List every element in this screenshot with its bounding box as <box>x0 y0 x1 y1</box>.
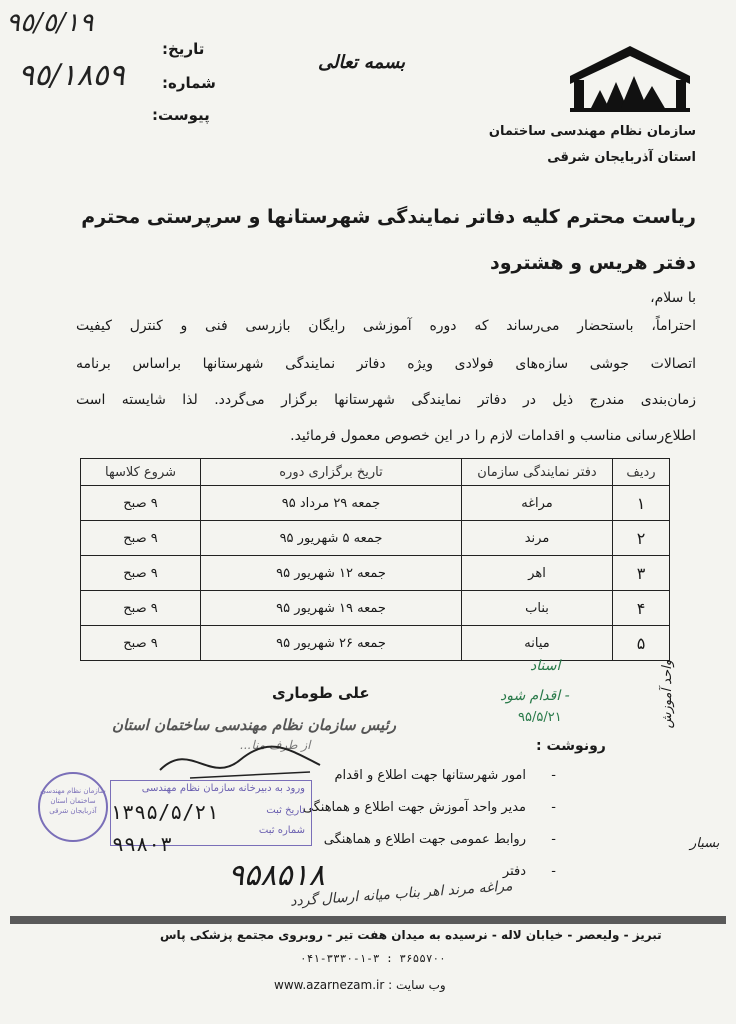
body-line-1: احتراماً، باستحضار می‌رساند که دوره آموزشی رایگان بازرسی فنی و کنترل کیفیت <box>76 318 696 334</box>
body-line-2: اتصالات جوشی سازه‌های فولادی ویژه دفاتر نمایندگی شهرستانها براساس برنامه <box>76 356 696 372</box>
organization-province: استان آذربایجان شرقی <box>547 150 696 165</box>
registration-stamp-title: ورود به دبیرخانه سازمان نظام مهندسی <box>141 783 305 794</box>
time-cell: ۹ صبح <box>81 591 201 626</box>
letter-title-line-2: دفتر هریس و هشترود <box>489 252 696 274</box>
attachment-label: پیوست: <box>152 106 210 124</box>
greeting: با سلام، <box>650 290 696 306</box>
green-annotation-1: اسناد <box>530 658 561 674</box>
cc-dash-2: - <box>551 800 556 815</box>
bismillah-heading: بسمه تعالی <box>318 52 406 73</box>
handwritten-number: ٩٥/١٨٥٩ <box>18 58 125 93</box>
office-cell: اهر <box>462 556 613 591</box>
time-cell: ۹ صبح <box>81 486 201 521</box>
date-cell: جمعه ۵ شهریور ۹۵ <box>201 521 462 556</box>
row-number: ۲ <box>613 521 670 556</box>
handwritten-distribution-note: مراغه مرند اهر بناب میانه ارسال گردد <box>289 878 514 910</box>
date-cell: جمعه ۲۹ مرداد ۹۵ <box>201 486 462 521</box>
header-row-number: ردیف <box>613 459 670 486</box>
signer-title: رئیس سازمان نظام مهندسی ساختمان استان <box>112 716 396 734</box>
header-course-date: تاریخ برگزاری دوره <box>201 459 462 486</box>
time-cell: ۹ صبح <box>81 521 201 556</box>
row-number: ۵ <box>613 626 670 661</box>
cc-label: رونوشت : <box>536 738 606 754</box>
number-label: شماره: <box>162 74 216 92</box>
time-cell: ۹ صبح <box>81 556 201 591</box>
office-cell: مرند <box>462 521 613 556</box>
table-row <box>81 521 670 556</box>
handwritten-date: ٩٥/٥/١٩ <box>6 8 94 38</box>
office-cell: بناب <box>462 591 613 626</box>
table-row <box>81 556 670 591</box>
body-line-3: زمان‌بندی مندرج ذیل در دفاتر نمایندگی شهرستانها برگزار می‌گردد. لذا شایسته است <box>76 392 696 408</box>
footer-phone: ۰۴۱-۳۳۳۰-۱-۳ : ۳۶۵۵۷۰۰ <box>300 952 446 965</box>
footer-website: وب سایت : www.azarnezam.ir <box>274 978 446 992</box>
schedule-table <box>80 458 670 661</box>
date-label: تاریخ: <box>162 40 205 58</box>
green-annotation-2: - اقدام شود <box>500 688 570 704</box>
side-margin-note-2: بسیار <box>690 836 720 851</box>
registration-seal: سازمان نظام مهندسی ساختمان استان آذربایجان شرقی <box>38 772 108 842</box>
cc-dash-1: - <box>551 768 556 783</box>
table-row <box>81 591 670 626</box>
registration-number-label: شماره ثبت <box>258 825 305 836</box>
cc-item-2: مدیر واحد آموزش جهت اطلاع و هماهنگی <box>302 800 526 815</box>
body-line-4: اطلاع‌رسانی مناسب و اقدامات لازم را در این خصوص معمول فرمائید. <box>290 428 696 444</box>
building-logo-icon <box>560 36 700 116</box>
cc-dash-4: - <box>551 864 556 879</box>
cc-item-4: دفتر <box>502 864 526 879</box>
bottom-handwriting: ۹۵۸۵۱۸ <box>228 858 325 893</box>
registration-date-label: تاریخ ثبت <box>266 805 305 816</box>
footer-address: تبریز - ولیعصر - خیابان لاله - نرسیده به میدان هفت تیر - روبروی مجتمع پزشکی پاس <box>160 928 662 942</box>
letter-title-line-1: ریاست محترم کلیه دفاتر نمایندگی شهرستانها و سرپرستی محترم <box>81 206 696 228</box>
cc-dash-3: - <box>551 832 556 847</box>
date-cell: جمعه ۱۲ شهریور ۹۵ <box>201 556 462 591</box>
cc-item-1: امور شهرستانها جهت اطلاع و اقدام <box>334 768 526 783</box>
footer-divider <box>10 916 726 924</box>
signer-name: علی طوماری <box>272 684 370 702</box>
date-cell: جمعه ۱۹ شهریور ۹۵ <box>201 591 462 626</box>
row-number: ۳ <box>613 556 670 591</box>
side-margin-note: واحد آموزش <box>660 660 675 729</box>
registration-handwritten-number: ۹۹۸۰۳ <box>112 832 173 856</box>
green-annotation-date: ۹۵/۵/۲۱ <box>518 710 562 725</box>
organization-name: سازمان نظام مهندسی ساختمان <box>488 124 696 139</box>
time-cell: ۹ صبح <box>81 626 201 661</box>
organization-logo <box>560 36 700 116</box>
office-cell: میانه <box>462 626 613 661</box>
office-cell: مراغه <box>462 486 613 521</box>
row-number: ۱ <box>613 486 670 521</box>
signer-stamp: از طرف منا... <box>240 738 311 752</box>
table-row <box>81 486 670 521</box>
row-number: ۴ <box>613 591 670 626</box>
cc-item-3: روابط عمومی جهت اطلاع و هماهنگی <box>323 832 526 847</box>
table-header-row <box>81 459 670 486</box>
header-class-start: شروع کلاسها <box>81 459 201 486</box>
table-row <box>81 626 670 661</box>
header-office: دفتر نمایندگی سازمان <box>462 459 613 486</box>
registration-handwritten-date: ۱۳۹۵/۵/۲۱ <box>110 800 219 824</box>
date-cell: جمعه ۲۶ شهریور ۹۵ <box>201 626 462 661</box>
